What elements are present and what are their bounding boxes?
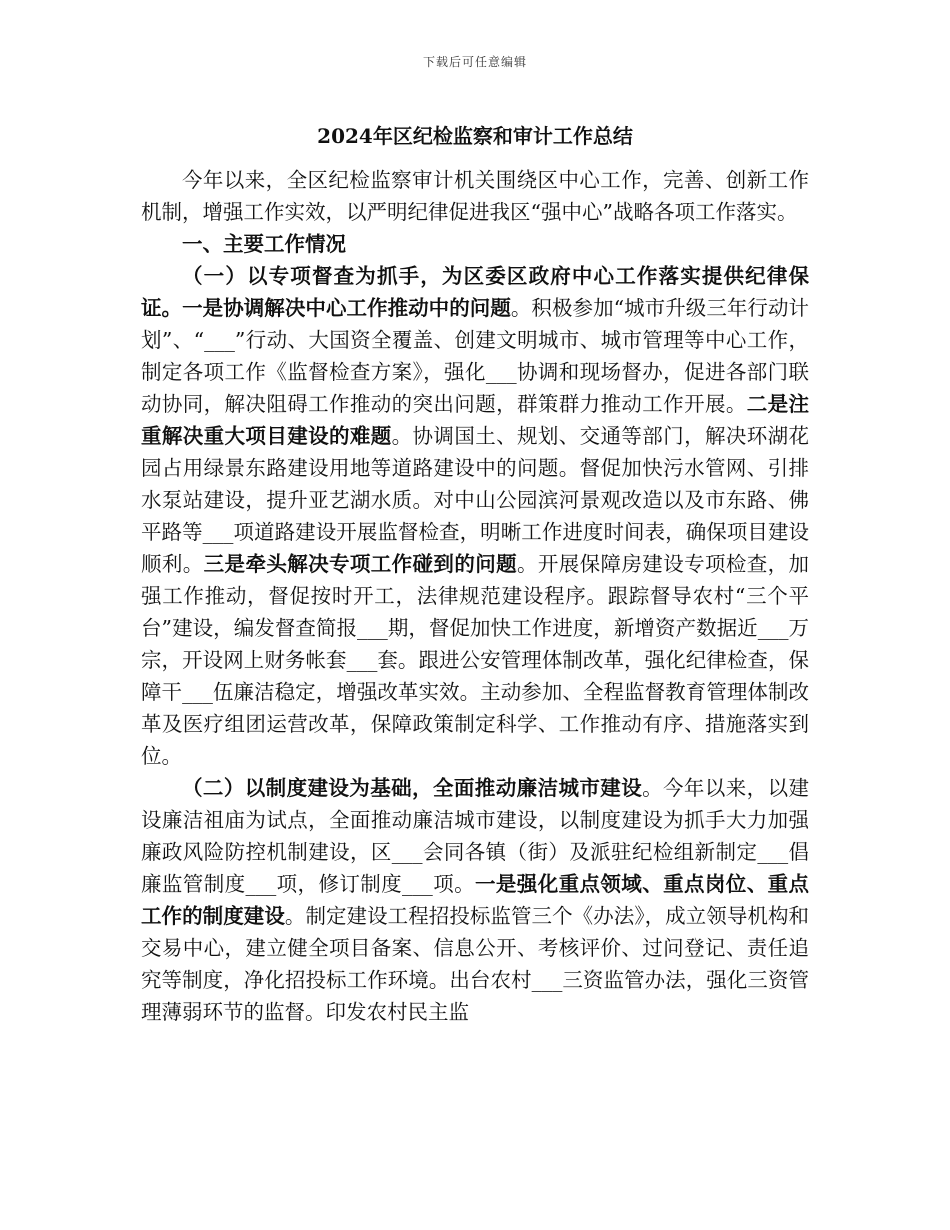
subsection-2-paragraph — [141, 772, 809, 1028]
subsection-1-heading: （一）以专项督查为抓手，为区委区政府中心工作落实提供纪律保证。 — [141, 264, 809, 320]
subsection-1-paragraph — [141, 260, 809, 772]
subsection-1-text-2: 。协调国土、规划、交通等部门，解决环湖花园占用绿景东路建设用地等道路建设中的问题。督促加快污水管网、引排水泵站建设，提升亚艺湖水质。对中山公园滨河景观改造以及市东路、佛平路等___项道路建设开展监督检查，明晰工作进度时间表，确保项目建设顺利。 — [141, 424, 810, 576]
intro-paragraph: 今年以来，全区纪检监察审计机关围绕区中心工作，完善、创新工作机制，增强工作实效，以严明纪律促进我区“强中心”战略各项工作落实。 — [141, 168, 809, 224]
page-title: 2024年区纪检监察和审计工作总结 — [317, 124, 633, 148]
subsection-1-lead-2: 二是注重解决重大项目建设的难题 — [141, 392, 810, 448]
subsection-2-lead-1: 一是强化重点领域、重点岗位、重点工作的制度建设 — [141, 872, 809, 928]
subsection-1-lead-1: 一是协调解决中心工作推动中的问题 — [182, 296, 511, 320]
subsection-2-text-1: 。制定建设工程招投标监管三个《办法》，成立领导机构和交易中心，建立健全项目备案、信息公开、考核评价、过问登记、责任追究等制度，净化招投标工作环境。出台农村___三资监管办法，强化三资管理薄弱环节的监督。印发农村民主监 — [141, 904, 810, 1024]
document-body — [141, 118, 809, 1028]
subsection-1-lead-3: 三是牵头解决专项工作碰到的问题 — [203, 552, 517, 576]
subsection-2-text-0: 。今年以来，以建设廉洁祖庙为试点，全面推动廉洁城市建设，以制度建设为抓手大力加强廉政风险防控机制建设，区___会同各镇（街）及派驻纪检组新制定___倡廉监管制度___项，修订制度___项。 — [141, 776, 810, 896]
section-heading-main-work: 一、主要工作情况 — [182, 232, 346, 256]
subsection-1-text-3: 。开展保障房建设专项检查，加强工作推动，督促按时开工，法律规范建设程序。跟踪督导农村“三个平台”建设，编发督查简报___期，督促加快工作进度，新增资产数据近___万宗，开设网上财务帐套___套。跟进公安管理体制改革，强化纪律检查，保障干___伍廉洁稳定，增强改革实效。主动参加、全程监督教育管理体制改革及医疗组团运营改革，保障政策制定科学、工作推动有序、措施落实到位。 — [141, 552, 810, 768]
subsection-1-text-1: 。积极参加“城市升级三年行动计划”、“___”行动、大国资全覆盖、创建文明城市、城市管理等中心工作，制定各项工作《监督检查方案》，强化___协调和现场督办，促进各部门联动协同，解决阻碍工作推动的突出问题，群策群力推动工作开展。 — [141, 296, 810, 416]
subsection-2-heading: （二）以制度建设为基础，全面推动廉洁城市建设 — [182, 776, 643, 800]
header-note: 下载后可任意编辑 — [422, 55, 527, 69]
